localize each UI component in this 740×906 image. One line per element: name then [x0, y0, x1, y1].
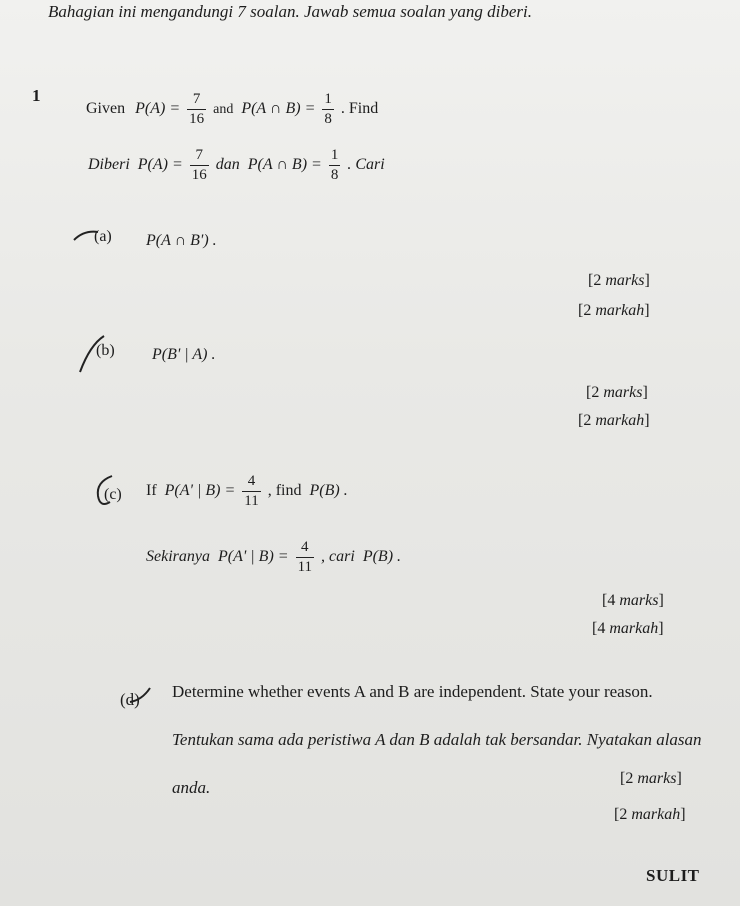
part-a-marks-en-word: marks [605, 272, 645, 289]
part-b-label: (b) [96, 342, 115, 359]
pa-expression: P(A) = [135, 100, 181, 118]
part-d-marks-en-word: marks [637, 770, 677, 787]
part-c-fraction-ms [296, 540, 314, 575]
part-c-find: , find [267, 482, 302, 500]
section-instruction: Bahagian ini mengandungi 7 soalan. Jawab semua soalan yang diberi. [48, 2, 533, 21]
part-c-target: P(B) . [309, 482, 348, 500]
part-d-malay-line1: Tentukan sama ada peristiwa A dan B adalah tak bersandar. Nyatakan alasan [172, 730, 702, 749]
part-c-marks-en-word: marks [619, 592, 659, 609]
question-number: 1 [32, 86, 41, 105]
part-a-label: (a) [94, 228, 112, 245]
part-b-marks-ms-num: 2 [583, 412, 592, 429]
part-c-marks-ms-word: markah [609, 620, 659, 637]
part-c-fraction [242, 474, 260, 509]
diberi-prefix: Diberi [88, 156, 130, 174]
part-c-sekiranya: Sekiranya [146, 548, 210, 566]
pa-denominator: 16 [189, 111, 205, 127]
part-c-english [146, 474, 348, 509]
pab-denominator: 8 [324, 111, 332, 127]
part-c-target-ms: P(B) . [362, 548, 402, 566]
pa-numerator: 7 [187, 92, 206, 110]
part-a-expression: P(A ∩ B') . [146, 232, 217, 249]
part-a-marks-ms-num: 2 [583, 302, 592, 319]
part-c-marks-en: [4 marks] [602, 592, 664, 609]
part-c-marks-en-num: 4 [607, 592, 616, 609]
pa-fraction-ms [190, 148, 209, 183]
part-d-marks-en: [2 marks] [620, 770, 682, 787]
part-c-cari: , cari [321, 548, 355, 566]
pa-numerator-ms: 7 [190, 148, 209, 166]
part-c-marks-ms: [4 markah] [592, 620, 664, 637]
pab-denominator-ms: 8 [330, 167, 339, 183]
pab-fraction [322, 92, 334, 127]
part-c-conditional-expression-ms: P(A' | B) = [217, 548, 289, 566]
pa-denominator-ms: 16 [191, 167, 207, 183]
part-c-label: (c) [104, 486, 122, 503]
pab-expression: P(A ∩ B) = [241, 100, 316, 118]
part-c-malay [146, 540, 401, 575]
pab-fraction-ms [329, 148, 341, 183]
pab-expression-ms: P(A ∩ B) = [247, 156, 322, 174]
part-d-marks-ms: [2 markah] [614, 806, 686, 823]
part-c-numerator-ms: 4 [296, 540, 314, 558]
part-d-marks-ms-word: markah [631, 806, 681, 823]
part-c-if: If [146, 482, 157, 500]
part-b-expression: P(B' | A) . [152, 346, 216, 363]
pa-fraction [187, 92, 206, 127]
part-a-marks-ms-word: markah [595, 302, 645, 319]
part-d-label: (d) [120, 690, 140, 709]
part-c-marks-ms-num: 4 [597, 620, 606, 637]
pab-numerator-ms: 1 [329, 148, 341, 166]
part-b-marks-ms: [2 markah] [578, 412, 650, 429]
part-d-marks-en-num: 2 [625, 770, 634, 787]
diberi-conjunction: dan [215, 156, 240, 174]
part-d-marks-ms-num: 2 [619, 806, 628, 823]
part-b-marks-en: [2 marks] [586, 384, 648, 401]
given-line-ms [88, 148, 385, 183]
part-c-numerator: 4 [242, 474, 260, 492]
part-b-marks-en-word: marks [603, 384, 643, 401]
part-a-marks-en: [2 marks] [588, 272, 650, 289]
part-c-denominator: 11 [244, 493, 259, 509]
given-prefix: Given [86, 100, 126, 118]
given-line-en [86, 92, 378, 127]
part-c-conditional-expression: P(A' | B) = [164, 482, 236, 500]
given-conjunction: and [213, 102, 234, 118]
part-a-marks-ms: [2 markah] [578, 302, 650, 319]
part-d-malay-line2: anda. [172, 778, 211, 797]
part-c-denominator-ms: 11 [297, 559, 313, 575]
part-a-marks-en-num: 2 [593, 272, 602, 289]
part-b-marks-en-num: 2 [591, 384, 600, 401]
diberi-suffix: . Cari [347, 156, 385, 174]
pa-expression-ms: P(A) = [137, 156, 183, 174]
part-b-marks-ms-word: markah [595, 412, 645, 429]
given-suffix: . Find [340, 100, 379, 118]
part-d-english: Determine whether events A and B are independent. State your reason. [172, 682, 653, 701]
footer-sulit: SULIT [646, 866, 700, 885]
pab-numerator: 1 [322, 92, 334, 110]
